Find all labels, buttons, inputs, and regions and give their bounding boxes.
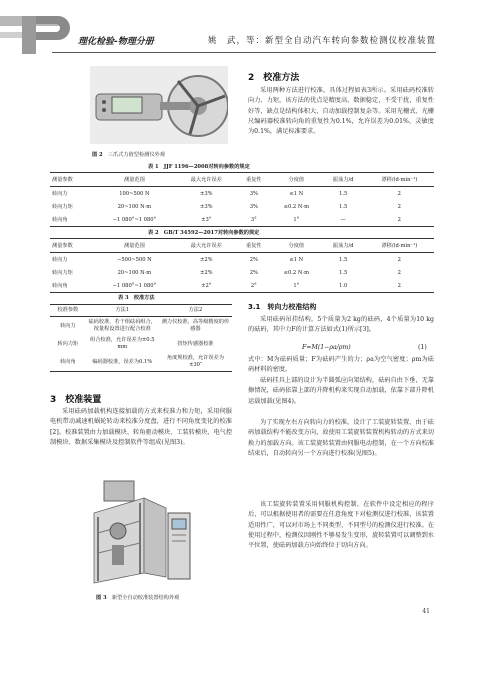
journal-logo-icon xyxy=(0,10,80,54)
table-cell: 20~100 N·m xyxy=(117,203,152,210)
section-3-heading: 3 校准装置 xyxy=(50,395,102,405)
table-2-header-cell: 最大允许误差 xyxy=(190,243,222,249)
table-cell: ≤0.2 N·m xyxy=(283,269,309,276)
table-2-header-cell: 振荡力/d xyxy=(332,243,354,249)
table-cell: 角度规校准，允许误差为±30″ xyxy=(166,355,224,368)
table-row xyxy=(50,335,232,353)
table-cell: 3% xyxy=(249,203,258,210)
page-header xyxy=(0,0,480,56)
table-1-header-cell: 分度值 xyxy=(288,177,305,183)
table-cell: 2 xyxy=(397,256,401,263)
journal-name: 理化检验-物理分册 xyxy=(78,37,154,47)
table-cell: 转向力 xyxy=(60,322,76,329)
figure-2-caption-text: 三爪式力值型检测仪外观 xyxy=(107,152,165,158)
table-row xyxy=(50,253,434,267)
table-cell: ±2° xyxy=(201,282,212,289)
table-cell: −1 080°~1 080° xyxy=(112,282,157,289)
running-title: 姚 武，等：新型全自动汽车转向参数检测仪校准装置 xyxy=(207,36,436,46)
figure-3-image xyxy=(84,473,196,588)
header-rule xyxy=(52,52,436,53)
table-2-header-row xyxy=(50,239,434,253)
table-3 xyxy=(50,304,232,372)
section-3-1-heading: 3.1 转向力校准结构 xyxy=(248,303,317,311)
table-cell: 测力仪校准，高等级精度的传感器 xyxy=(161,319,230,332)
section-3-1-paragraph-2: 式中：M为砝码质量；F为砝码产生的力；ρa为空气密度；ρm为砝码材料的密度。 xyxy=(248,356,434,374)
table-cell: 编码器校准，误差为0.1% xyxy=(92,358,153,365)
section-3-1-paragraph-3: 砝码挂具上部的设计为半圆弧应向架结构，砝码自由下垂，无靠擦情况，砝码依靠上部的升降机构来实现自动加载，依靠下部升降机运载加载(见图4)。 xyxy=(248,377,434,405)
table-cell: 3% xyxy=(249,190,258,197)
table-2-header-cell: 测量参数 xyxy=(52,243,73,249)
table-cell: 2% xyxy=(249,269,258,276)
table-cell: 1° xyxy=(293,216,300,223)
figure-2-caption xyxy=(92,151,165,158)
table-3-header-row xyxy=(50,305,232,317)
figure-3-caption-text: 新型全自动校准装置结构外观 xyxy=(111,595,180,601)
section-3-1-paragraph-1: 采用砝码吊挂结构，5个质量为2 kg的砝码，4个质量为10 kg的砝码，其中力F的计算方法如式(1)所示[3]。 xyxy=(248,316,434,334)
table-cell: 2 xyxy=(397,269,401,276)
table-cell: 转向力矩 xyxy=(52,270,73,276)
table-row xyxy=(50,353,232,372)
table-cell: ≤1 N xyxy=(289,190,304,197)
table-cell: 100~500 N xyxy=(119,190,150,197)
table-cell: 转向力 xyxy=(52,257,68,263)
table-cell: 2° xyxy=(250,282,257,289)
table-3-header-cell: 方法2 xyxy=(188,307,203,313)
table-row xyxy=(50,187,434,201)
section-3-paragraph: 采用砝码加载机构连接加载的方式来校准力和力矩，采用伺服电机带动减速机蜗轮转动来校准分度盘，进行不同角度变化的校准[2]。校准装置由力加载模块、转角驱动模块、工装转模块、电气控制模块、数据采集模块及控制软件等组成(见图3)。 xyxy=(50,408,233,446)
table-3-header-cell: 方法1 xyxy=(115,307,130,313)
table-row xyxy=(50,200,434,213)
table-cell: 1.0 xyxy=(339,282,348,289)
table-cell: ±2% xyxy=(199,256,213,263)
section-3-1-paragraph-4: 为了实现左右方向转向力的校准，设计了工装旋转装置，由于砝码加载结构不能改变方向，故使用工装旋转装置机构转动的方式来切换力的加载方向。该工装旋转装置由伺服电动控制，在一个方向校准结束后，自动转向另一个方向进行校准(见图5)。 xyxy=(248,419,434,457)
table-1-header-cell: 漂移/(d·min⁻¹) xyxy=(381,177,418,183)
table-cell: 转向力 xyxy=(52,191,68,197)
table-2-header-cell: 漂移/(d·min⁻¹) xyxy=(381,243,418,249)
table-cell: 转向角 xyxy=(52,283,68,289)
table-2-header-cell: 分度值 xyxy=(288,243,305,249)
table-cell: 1° xyxy=(293,282,300,289)
table-1-header-cell: 振荡力/d xyxy=(332,177,354,183)
table-cell: 转向角 xyxy=(52,217,68,223)
figure-3-label: 图 3 xyxy=(96,595,107,601)
table-cell: 转向力矩 xyxy=(52,204,73,210)
table-cell: ±3% xyxy=(199,203,213,210)
table-cell: 1.5 xyxy=(339,256,348,263)
table-cell: 1.5 xyxy=(339,203,348,210)
table-cell: ≤0.2 N·m xyxy=(283,203,309,210)
table-3-header-cell: 校准参数 xyxy=(57,307,79,313)
table-cell: 扭矩传感器校准 xyxy=(177,340,214,347)
table-1-header-cell: 最大允许误差 xyxy=(190,177,222,183)
table-cell: −500~500 N xyxy=(117,256,152,263)
table-cell: 2% xyxy=(249,256,258,263)
table-cell: 2 xyxy=(397,282,401,289)
figure-2-label: 图 2 xyxy=(92,152,103,158)
table-row xyxy=(50,266,434,279)
table-cell: 20~100 N·m xyxy=(117,269,152,276)
table-cell: −1 080°~1 080° xyxy=(112,216,157,223)
table-cell: 2 xyxy=(397,203,401,210)
table-1-header-cell: 重复性 xyxy=(246,177,262,183)
table-2-header-cell: 重复性 xyxy=(246,243,262,249)
table-1-caption: 表 1 JJF 1196—2008对转向参数的规定 xyxy=(148,164,250,170)
equation-1: F=M(1−ρa/ρm) xyxy=(302,344,351,351)
table-row xyxy=(50,317,232,336)
table-cell: 转向角 xyxy=(60,358,76,365)
table-cell: ±3° xyxy=(201,216,212,223)
section-2-heading: 2 校准方法 xyxy=(248,73,300,83)
table-2-caption: 表 2 GB/T 34592—2017对转向参数的规定 xyxy=(148,230,260,236)
table-row xyxy=(50,213,434,227)
table-cell: 1.5 xyxy=(339,269,348,276)
table-1-header-cell: 测量参数 xyxy=(52,177,73,183)
table-1 xyxy=(50,172,434,227)
table-cell: 组合校准，允许误差为±0.5 mm xyxy=(90,337,155,350)
figure-2-image xyxy=(90,66,228,144)
table-cell: — xyxy=(340,216,346,223)
table-cell: 1.5 xyxy=(339,190,348,197)
table-2 xyxy=(50,238,434,293)
figure-3-caption xyxy=(96,594,179,601)
table-3-caption: 表 3 校准方法 xyxy=(118,295,155,301)
page-number: 41 xyxy=(422,608,430,615)
table-2-header-cell: 测量范围 xyxy=(124,243,145,249)
table-cell: ±2% xyxy=(199,269,213,276)
table-1-header-cell: 测量范围 xyxy=(124,177,145,183)
table-cell: 转向力矩 xyxy=(57,340,79,347)
table-1-header-row xyxy=(50,173,434,187)
table-cell: 2 xyxy=(397,190,401,197)
table-cell: ±3% xyxy=(199,190,213,197)
table-cell: ≤1 N xyxy=(289,256,304,263)
equation-1-number: (1) xyxy=(418,344,427,351)
table-row xyxy=(50,279,434,293)
section-2-paragraph: 采用两种方法进行校准，具体过程如表3所示。采用砝码校准转向力、力矩，该方法的优点是精度高、数据稳定，不受干扰，重复性好等，缺点是结构体积大，自动加载控制复杂等。采用光栅式、光栅尺编码器校准转向角的重复性为0.1%，允许误差为0.01%，灵敏度为0.1%，满足标准要求。 xyxy=(248,87,434,136)
table-cell: 3° xyxy=(250,216,257,223)
section-3-1-paragraph-5: 该工装旋转装置采用伺服机构控制，在软件中设定相应的程序后，可以根据使用者的需要在任意角度下对检测仪进行校准，该装置适用性广，可以对市场上不同类型、不同型号的检测仪进行校准。在使用过程中，检测仪因刚性不够易发生变形，旋转装置可以调整到水平位置，使砝码加载方向始终位于切向方向。 xyxy=(248,501,434,550)
table-cell: 2 xyxy=(397,216,401,223)
table-cell: 砝码校准，若干组砝码组合，按量程设置进行配合校准 xyxy=(88,319,156,332)
